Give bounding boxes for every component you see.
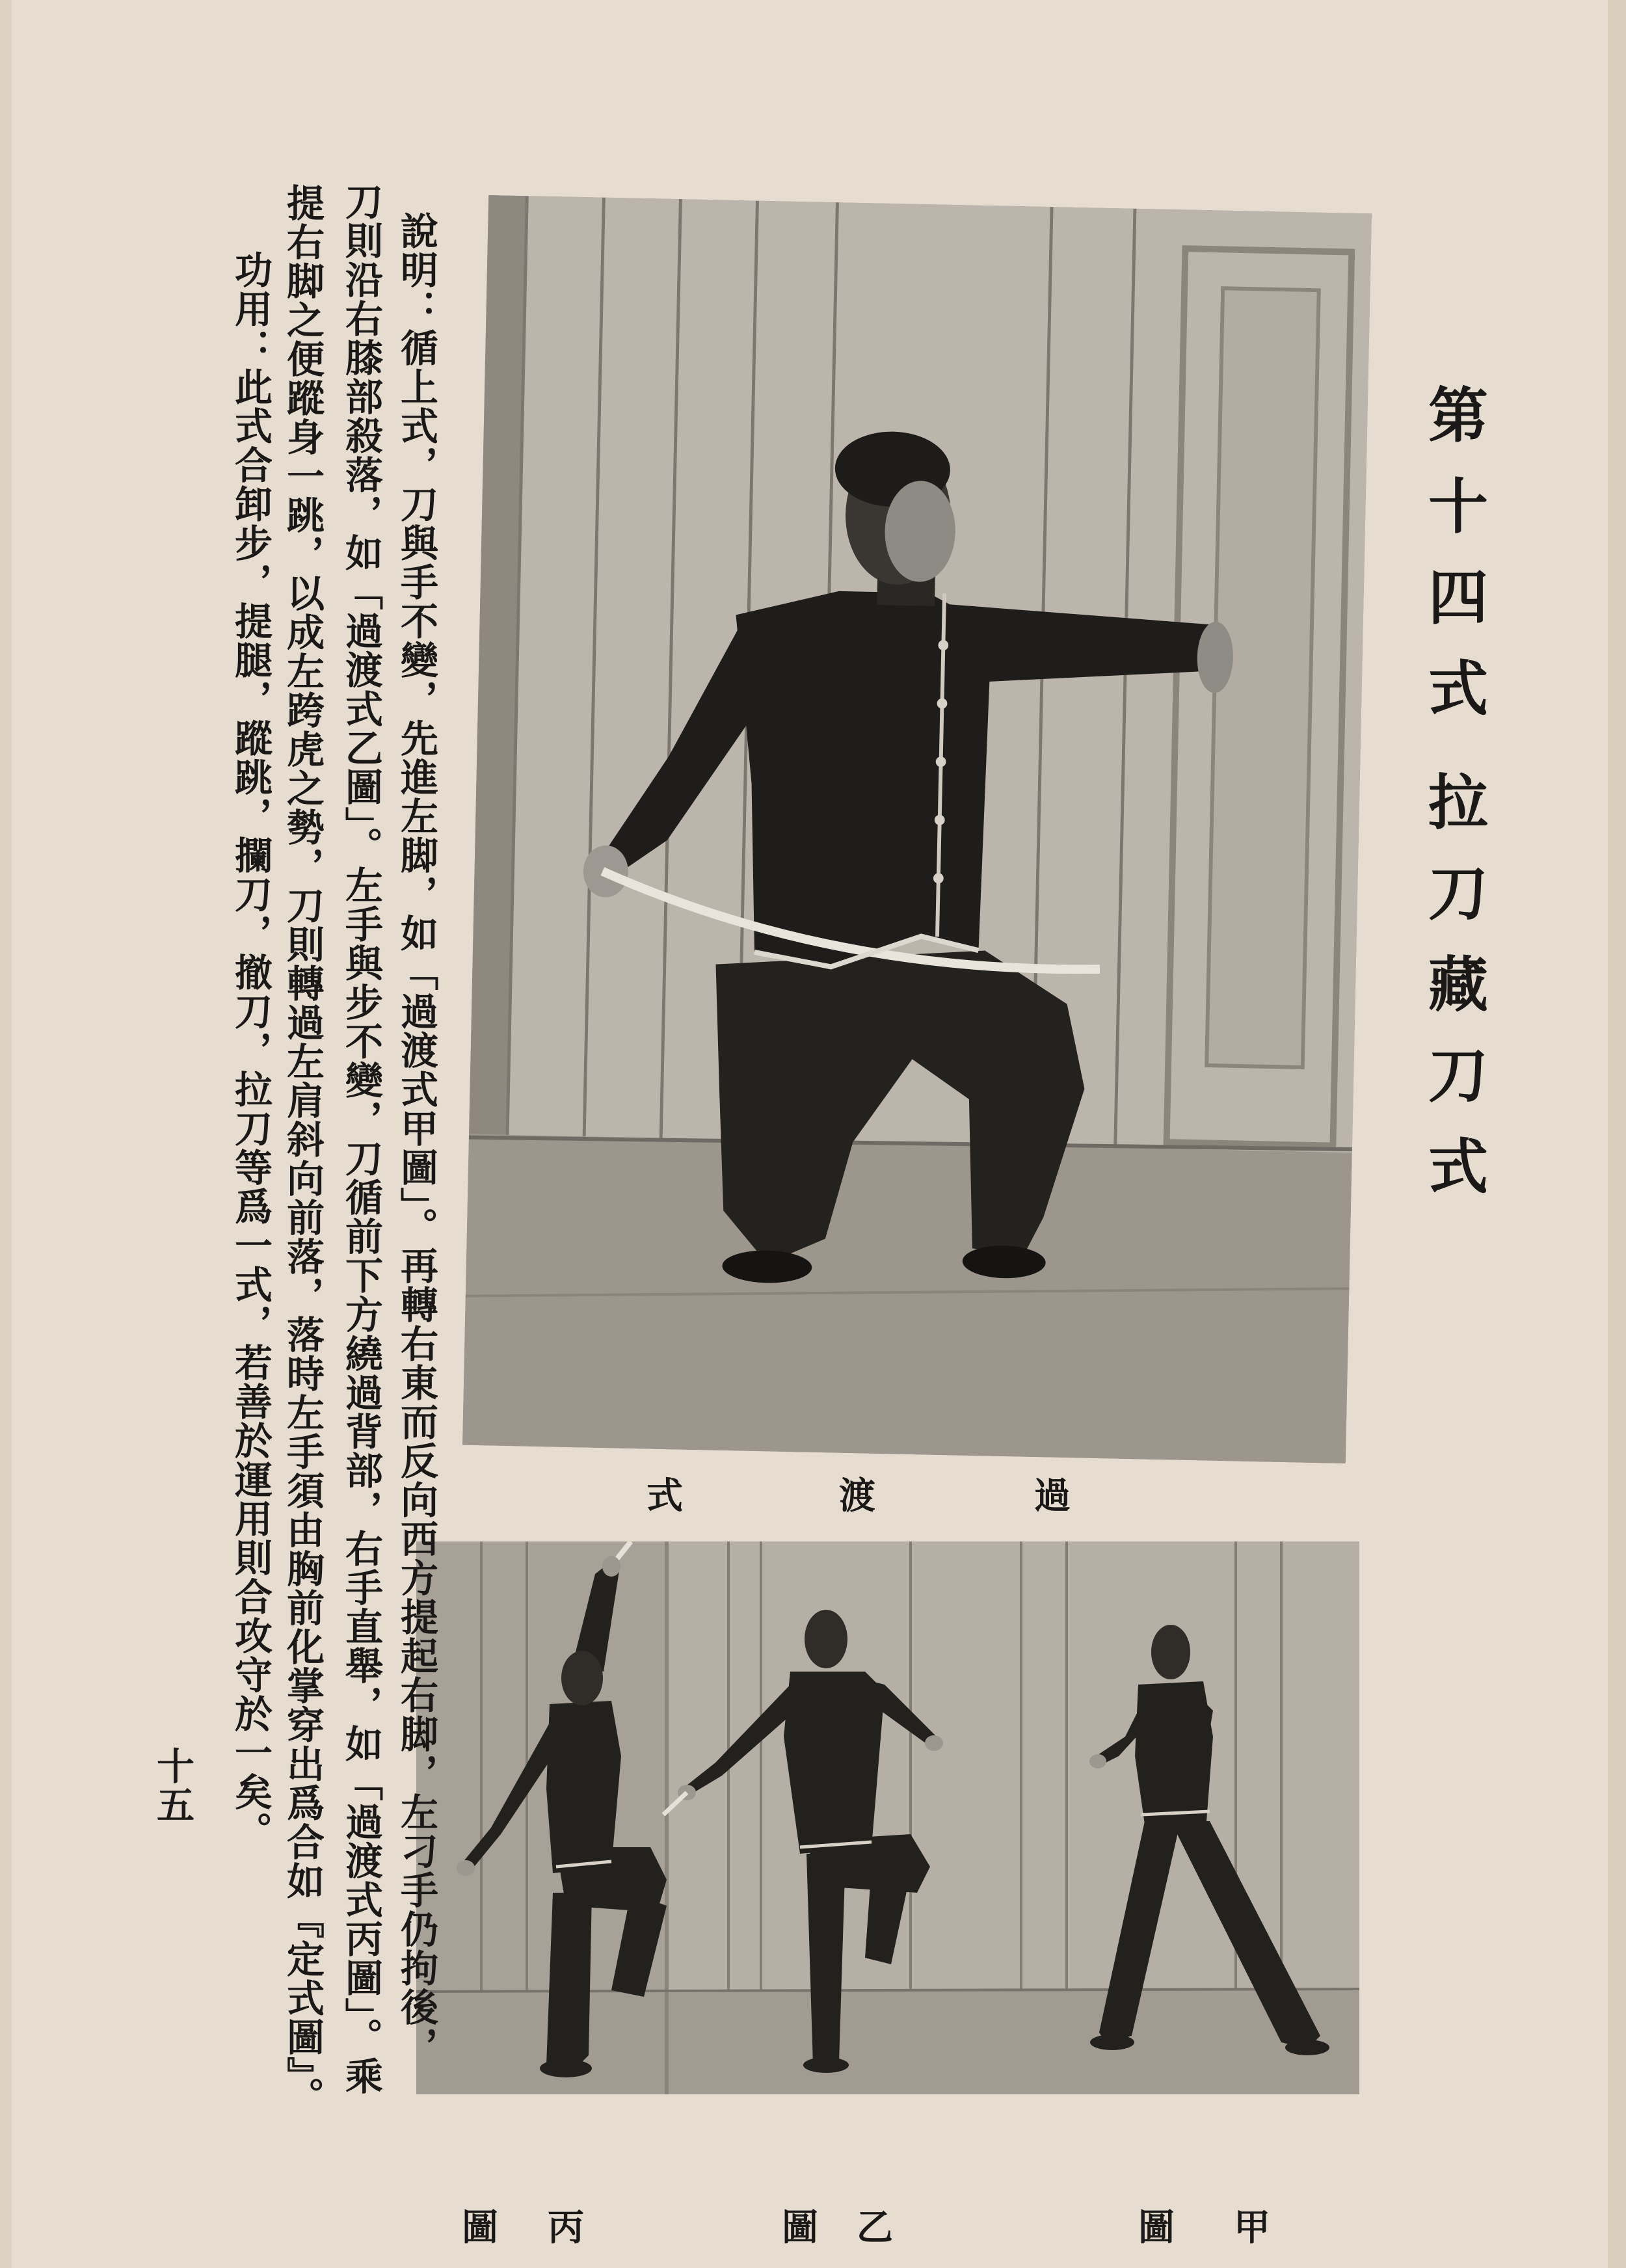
caption-char: 式	[646, 1474, 683, 1517]
page-edge-left	[0, 0, 12, 2268]
caption-char: 甲	[1234, 2206, 1270, 2249]
foot	[803, 2057, 849, 2073]
head	[561, 1651, 603, 1705]
head	[805, 1610, 847, 1668]
section-title-number: 第十四式	[1419, 384, 1489, 748]
floor	[462, 1134, 1352, 1463]
hand	[1089, 1754, 1106, 1768]
page-edge-right	[1608, 0, 1626, 2268]
text-column-function: 功用：此式合卸步，提腿，蹤跳，攔刀，撤刀，拉刀等爲一式，若善於運用則合攻守於一矣。	[228, 250, 273, 1850]
caption-char: 丙	[548, 2206, 584, 2249]
photo-bottom-image	[416, 1541, 1359, 2094]
text-column-description-end: 提右脚之便蹤身一跳，以成左跨虎之勢，刀則轉過左肩斜向前落，落時左手須由胸前化掌穿出爲合如『定式圖』。	[280, 183, 325, 2116]
raised-hand	[602, 1556, 620, 1577]
caption-char: 圖	[462, 2206, 498, 2249]
lowered-hand	[457, 1860, 475, 1876]
text-column-description-cont: 刀則沿右膝部殺落，如「過渡式乙圖」。左手與步不變，刀循前下方繞過背部，右手直舉，如「過渡式丙圖」。乘	[339, 182, 383, 2096]
photo-bottom	[416, 1541, 1359, 2094]
caption-char: 圖	[782, 2206, 818, 2249]
caption-char: 乙	[857, 2206, 893, 2249]
caption-char: 過	[1034, 1474, 1071, 1517]
standing-leg	[546, 1893, 592, 2068]
foot	[1090, 2035, 1134, 2050]
caption-char: 圖	[1138, 2206, 1175, 2249]
standing-leg	[806, 1854, 846, 2065]
photo-top	[462, 195, 1372, 1463]
section-title-name: 拉刀藏刀式	[1419, 771, 1489, 1226]
head	[1151, 1625, 1190, 1679]
text-column-description: 說明：循上式，刀與手不變，先進左脚，如「過渡式甲圖」。再轉右東而反向西方提起右脚，左刁手仍拘後，	[394, 211, 438, 2066]
foot	[540, 2059, 592, 2077]
caption-char: 渡	[839, 1474, 875, 1517]
right-hand	[925, 1735, 943, 1751]
foot	[1285, 2040, 1329, 2055]
photo-top-image	[462, 195, 1372, 1463]
page-number: 十五	[150, 1746, 194, 1824]
